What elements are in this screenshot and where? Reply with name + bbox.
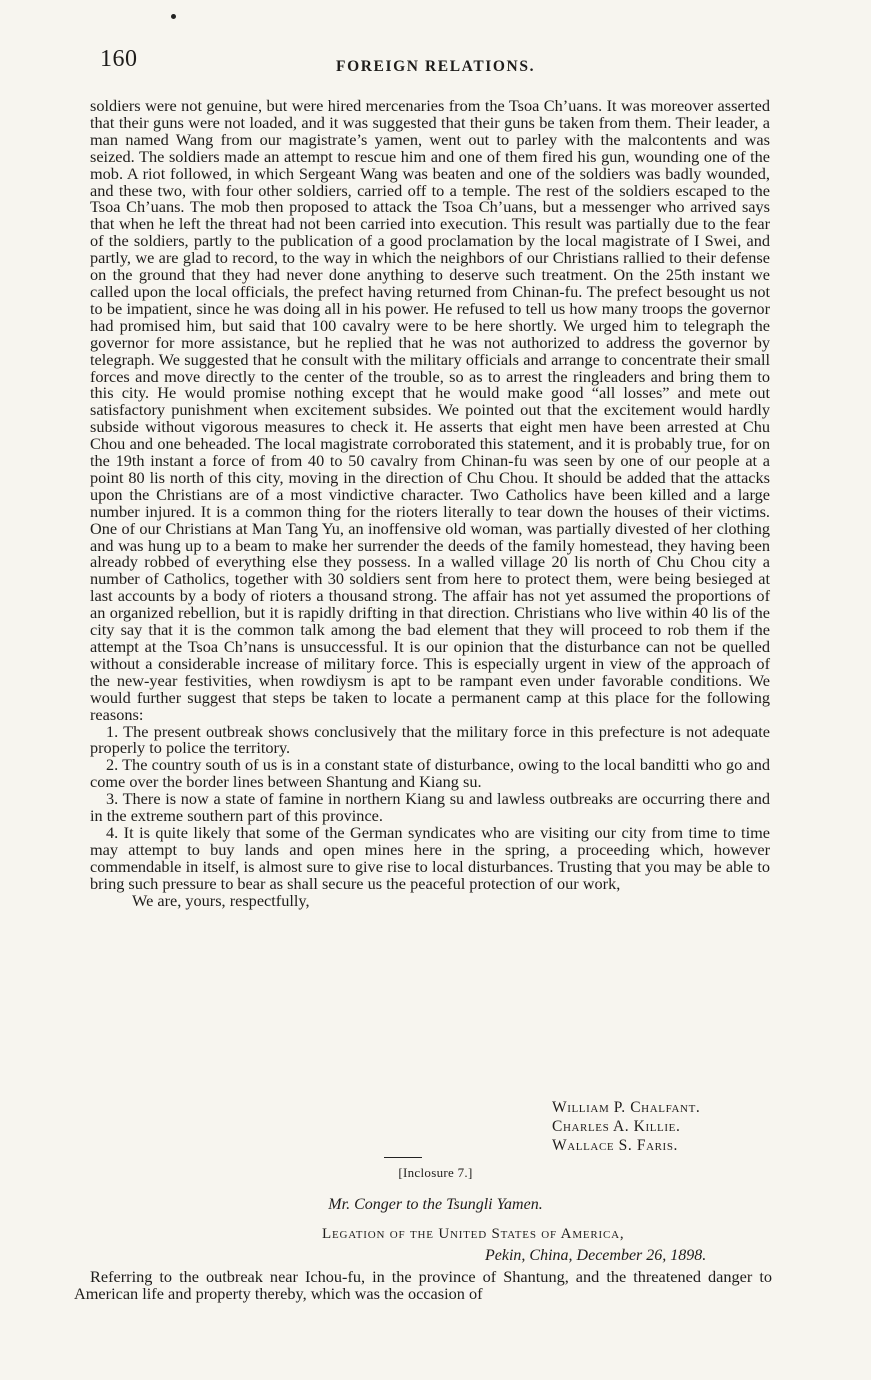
document-title: Mr. Conger to the Tsungli Yamen. — [328, 1196, 543, 1213]
signature-block — [552, 1098, 700, 1155]
reason-item: 3. There is now a state of famine in northern Kiang su and lawless outbreaks are occurring there and in the extreme southern part of this province. — [90, 789, 770, 826]
body-paragraph: Referring to the outbreak near Ichou-fu, in the province of Shantung, and the threatened danger to American life and property thereby, which was the occasion of — [74, 1267, 772, 1303]
second-letter-body — [74, 1268, 772, 1302]
reason-item: 2. The country south of us is in a constant state of disturbance, owing to the local banditti who go and come over the border lines between Shantung and Kiang su. — [90, 755, 770, 792]
letter-paragraph: soldiers were not genuine, but were hired mercenaries from the Tsoa Ch’uans. It was moreover asserted that their guns were not loaded, and it was suggested that their guns be taken from them. Their leader, a man named Wang from our magistrate’s yamen, went out to parley with the malcontents and was seized. The soldiers made an attempt to rescue him and one of them fired his gun, wounding one of the mob. A riot followed, in which Sergeant Wang was beaten and one of the soldiers was badly wounded, and these two, with four other soldiers, carried off to a temple. The rest of the soldiers escaped to the Tsoa Ch’uans. The mob then proposed to attack the Tsoa Ch’uans, but a messenger who arrived says that when he left the threat had not been carried into execution. This result was partially due to the fear of the soldiers, partly to the publication of a good proclamation by the local magistrate of I Swei, and partly, we are glad to record, to the way in which the neighbors of our Christians rallied to their defense on the ground that they had never done anything to deserve such treatment. On the 25th instant we called upon the local officials, the prefect having returned from Chinan-fu. The prefect besought us not to be impatient, since he was doing all in his power. He refused to tell us how many troops the governor had promised him, but said that 100 cavalry were to be here shortly. We urged him to telegraph the governor for more assistance, but he replied that he was not authorized to address the governor by telegraph. We suggested that he consult with the military officials and arrange to concentrate their small forces and move directly to the center of the trouble, so as to arrest the ringleaders and bring them to this city. He would promise nothing except that he would make good “all losses” and mete out satisfactory punishment when excitement subsides. We pointed out that the excitement would hardly subside without vigorous measures to check it. He asserts that eight men have been arrested at Chu Chou and one beheaded. The local magistrate corroborated this statement, and it is probably true, for on the 19th instant a force of from 40 to 50 cavalry from Chinan-fu was seen by one of our people at a point 80 lis north of this city, moving in the direction of Chu Chou. It should be added that the attacks upon the Christians are of a most vindictive character. Two Catholics have been killed and a large number injured. It is a common thing for the rioters literally to tear down the houses of their victims. One of our Christians at Man Tang Yu, an inoffensive old woman, was partially divested of her clothing and was hung up to a beam to make her surrender the deeds of the family homestead, they having been already robbed of everything else they possess. In a walled village 20 lis north of Chu Chou city a number of Catholics, together with 30 soldiers sent from here to protect them, were being besieged at last accounts by a body of rioters a thousand strong. The affair has not yet assumed the proportions of an organized rebellion, but it is rapidly drifting in that direction. Christians who live within 40 lis of the city say that it is the common talk among the bad element that they will proceed to rob them if the attempt at the Tsoa Ch’nans is unsuccessful. It is our opinion that the disturbance can not be quelled without a considerable increase of military force. This is especially urgent in view of the approach of the new-year festivities, when rowdiysm is apt to be rampant even under favorable conditions. We would further suggest that steps be taken to locate a permanent camp at this place for the following reasons: — [90, 96, 770, 724]
reason-item: 4. It is quite likely that some of the German syndicates who are visiting our city from time to time may attempt to buy lands and open mines here in the spring, a proceeding which, however commendable in itself, is almost sure to give rise to local disturbances. Trusting that you may be able to bring such pressure to bear as shall secure us the peaceful protection of our work, — [90, 822, 770, 893]
dateline: Pekin, China, December 26, 1898. — [485, 1247, 707, 1264]
reason-item: 1. The present outbreak shows conclusively that the military force in this prefecture is not adequate properly to police the territory. — [90, 721, 770, 758]
letter-body — [90, 98, 770, 910]
page-number: 160 — [100, 46, 138, 72]
page-header — [100, 46, 780, 82]
signature-name: William P. Chalfant. — [552, 1099, 701, 1116]
signature-name: Wallace S. Faris. — [552, 1137, 679, 1154]
ink-speck — [171, 14, 176, 19]
section-divider — [384, 1157, 422, 1158]
signature-name: Charles A. Killie. — [552, 1118, 681, 1135]
closing-line: We are, yours, respectfully, — [132, 890, 310, 910]
legation-line: Legation of the United States of America, — [322, 1226, 625, 1242]
running-title: FOREIGN RELATIONS. — [336, 58, 536, 75]
inclosure-label: [Inclosure 7.] — [398, 1165, 473, 1180]
